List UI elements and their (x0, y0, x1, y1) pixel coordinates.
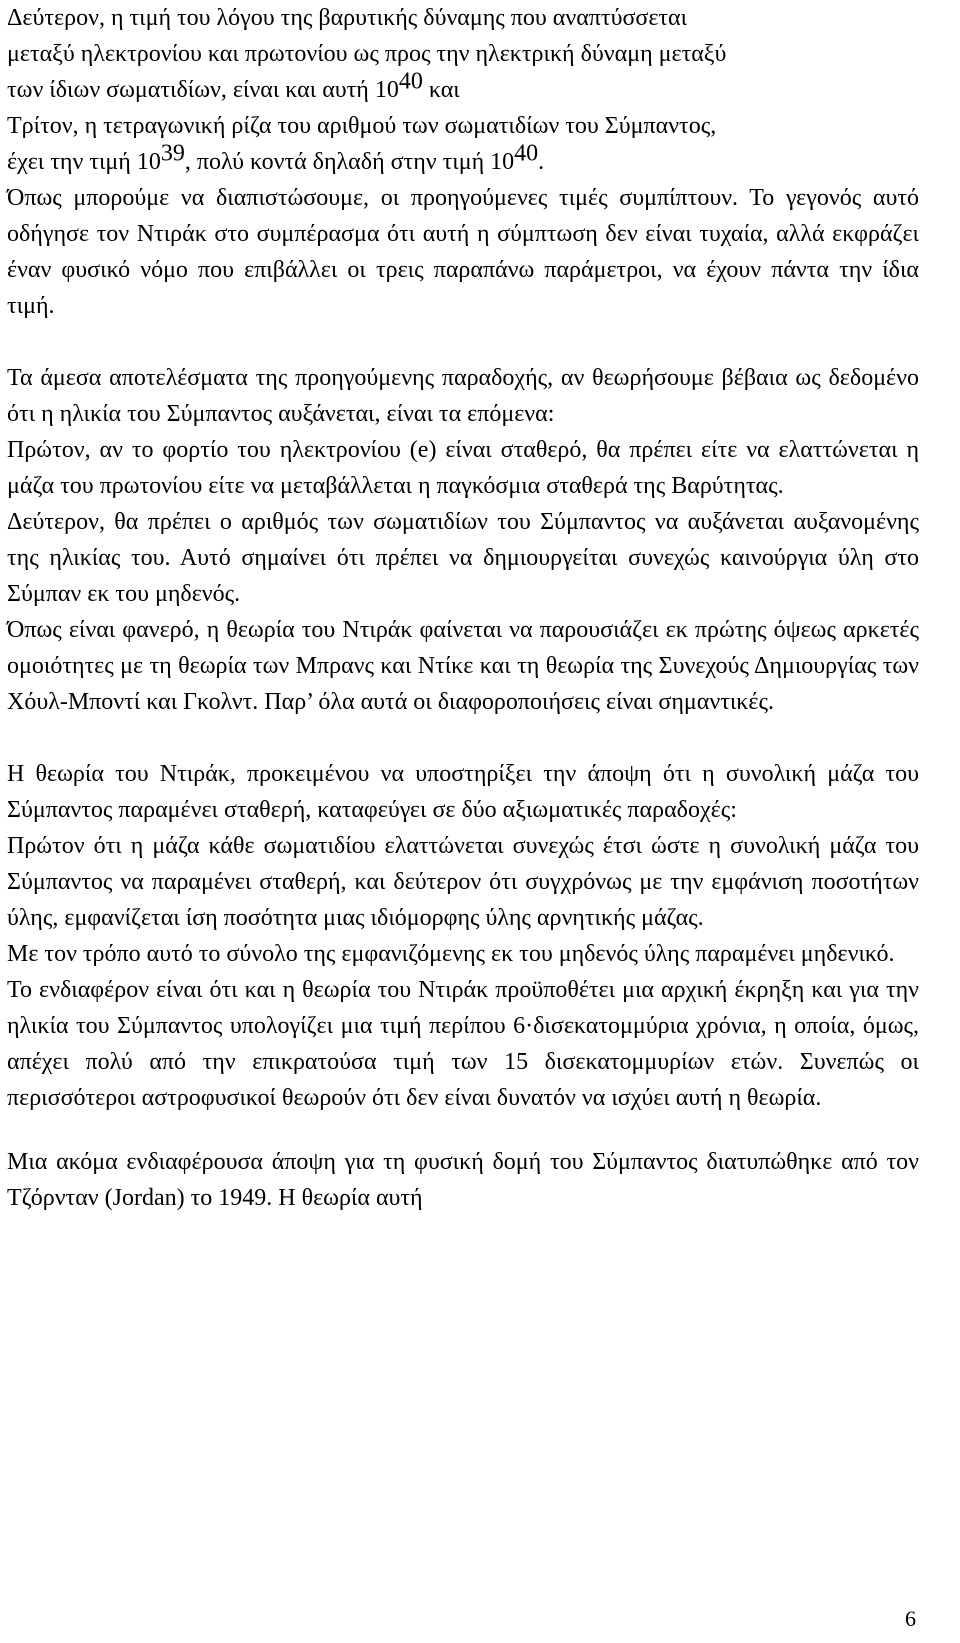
exponent: 40 (514, 140, 539, 167)
exponent: 39 (160, 140, 185, 167)
paragraph-third-sqrt (7, 108, 919, 180)
paragraph-line: , πολύ κοντά δηλαδή στην τιμή 10 (184, 149, 515, 175)
paragraph-gap (7, 720, 919, 756)
paragraph-gap (7, 324, 919, 360)
paragraph-zero-sum: Με τον τρόπο αυτό το σύνολο της εμφανιζόμενης εκ του μηδενός ύλης παραμένει μηδενικό. (7, 941, 895, 967)
page-number: 6 (905, 1606, 916, 1631)
paragraph-second-ratio (7, 0, 919, 108)
document-page (7, 0, 919, 1216)
paragraph-line: μεταξύ ηλεκτρονίου και πρωτονίου ως προς την ηλεκτρική δύναμη μεταξύ (7, 41, 727, 67)
paragraph-age-estimate: Το ενδιαφέρον είναι ότι και η θεωρία του Ντιράκ προϋποθέτει μια αρχική έκρηξη και για την ηλικία του Σύμπαντος υπολογίζει μια τιμή περίπου 6·δισεκατομμύρια χρόνια, η οποία, όμως, απέχει πολύ από την επικρατούσα τιμή των 15 δισεκατομμυρίων ετών. Συνεπώς οι περισσότεροι αστροφυσικοί θεωρούν ότι δεν είναι δυνατόν να ισχύει αυτή η θεωρία. (7, 977, 919, 1111)
paragraph-gap (7, 1116, 919, 1144)
paragraph-consequences-intro: Τα άμεσα αποτελέσματα της προηγούμενης παραδοχής, αν θεωρήσουμε βέβαια ως δεδομένο ότι η ηλικία του Σύμπαντος αυξάνεται, είναι τα επόμενα: (7, 365, 919, 427)
paragraph-line: έχει την τιμή 10 (7, 149, 161, 175)
paragraph-first-assumption: Πρώτον ότι η μάζα κάθε σωματιδίου ελαττώνεται συνεχώς έτσι ώστε η συνολική μάζα του Σύμπαντος να παραμένει σταθερή, και δεύτερον ότι συγχρόνως με την εμφάνιση ποσοτήτων ύλης, εμφανίζεται ίση ποσότητα μιας ιδιόμορφης ύλης αρνητικής μάζας. (7, 833, 919, 931)
paragraph-comparison: Όπως είναι φανερό, η θεωρία του Ντιράκ φαίνεται να παρουσιάζει εκ πρώτης όψεως αρκετές ομοιότητες με τη θεωρία των Μπρανς και Ντίκε και τη θεωρία της Συνεχούς Δημιουργίας των Χόυλ-Μποντί και Γκολντ. Παρ’ όλα αυτά οι διαφοροποιήσεις είναι σημαντικές. (7, 617, 919, 715)
paragraph-line: Δεύτερον, η τιμή του λόγου της βαρυτικής δύναμης που αναπτύσσεται (7, 5, 688, 31)
paragraph-line: . (538, 149, 545, 175)
paragraph-jordan: Μια ακόμα ενδιαφέρουσα άποψη για τη φυσική δομή του Σύμπαντος διατυπώθηκε από τον Τζόρνταν (Jordan) το 1949. Η θεωρία αυτή (7, 1149, 919, 1211)
exponent: 40 (398, 68, 423, 95)
paragraph-dirac-assumptions: Η θεωρία του Ντιράκ, προκειμένου να υποστηρίξει την άποψη ότι η συνολική μάζα του Σύμπαντος παραμένει σταθερή, καταφεύγει σε δύο αξιωματικές παραδοχές: (7, 761, 919, 823)
paragraph-line: Τρίτον, η τετραγωνική ρίζα του αριθμού των σωματιδίων του Σύμπαντος, (7, 113, 717, 139)
paragraph-second-consequence: Δεύτερον, θα πρέπει ο αριθμός των σωματιδίων του Σύμπαντος να αυξάνεται αυξανομένης της ηλικίας του. Αυτό σημαίνει ότι πρέπει να δημιουργείται συνεχώς καινούργια ύλη στο Σύμπαν εκ του μηδενός. (7, 509, 919, 607)
paragraph-line: των ίδιων σωματιδίων, είναι και αυτή 10 (7, 77, 399, 103)
paragraph-coincidence: Όπως μπορούμε να διαπιστώσουμε, οι προηγούμενες τιμές συμπίπτουν. Το γεγονός αυτό οδήγησε τον Ντιράκ στο συμπέρασμα ότι αυτή η σύμπτωση δεν είναι τυχαία, αλλά εκφράζει έναν φυσικό νόμο που επιβάλλει οι τρεις παραπάνω παράμετροι, να έχουν πάντα την ίδια τιμή. (7, 185, 919, 319)
paragraph-first-consequence: Πρώτον, αν το φορτίο του ηλεκτρονίου (e) είναι σταθερό, θα πρέπει είτε να ελαττώνεται η μάζα του πρωτονίου είτε να μεταβάλλεται η παγκόσμια σταθερά της Βαρύτητας. (7, 437, 919, 499)
paragraph-line: και (422, 77, 460, 103)
